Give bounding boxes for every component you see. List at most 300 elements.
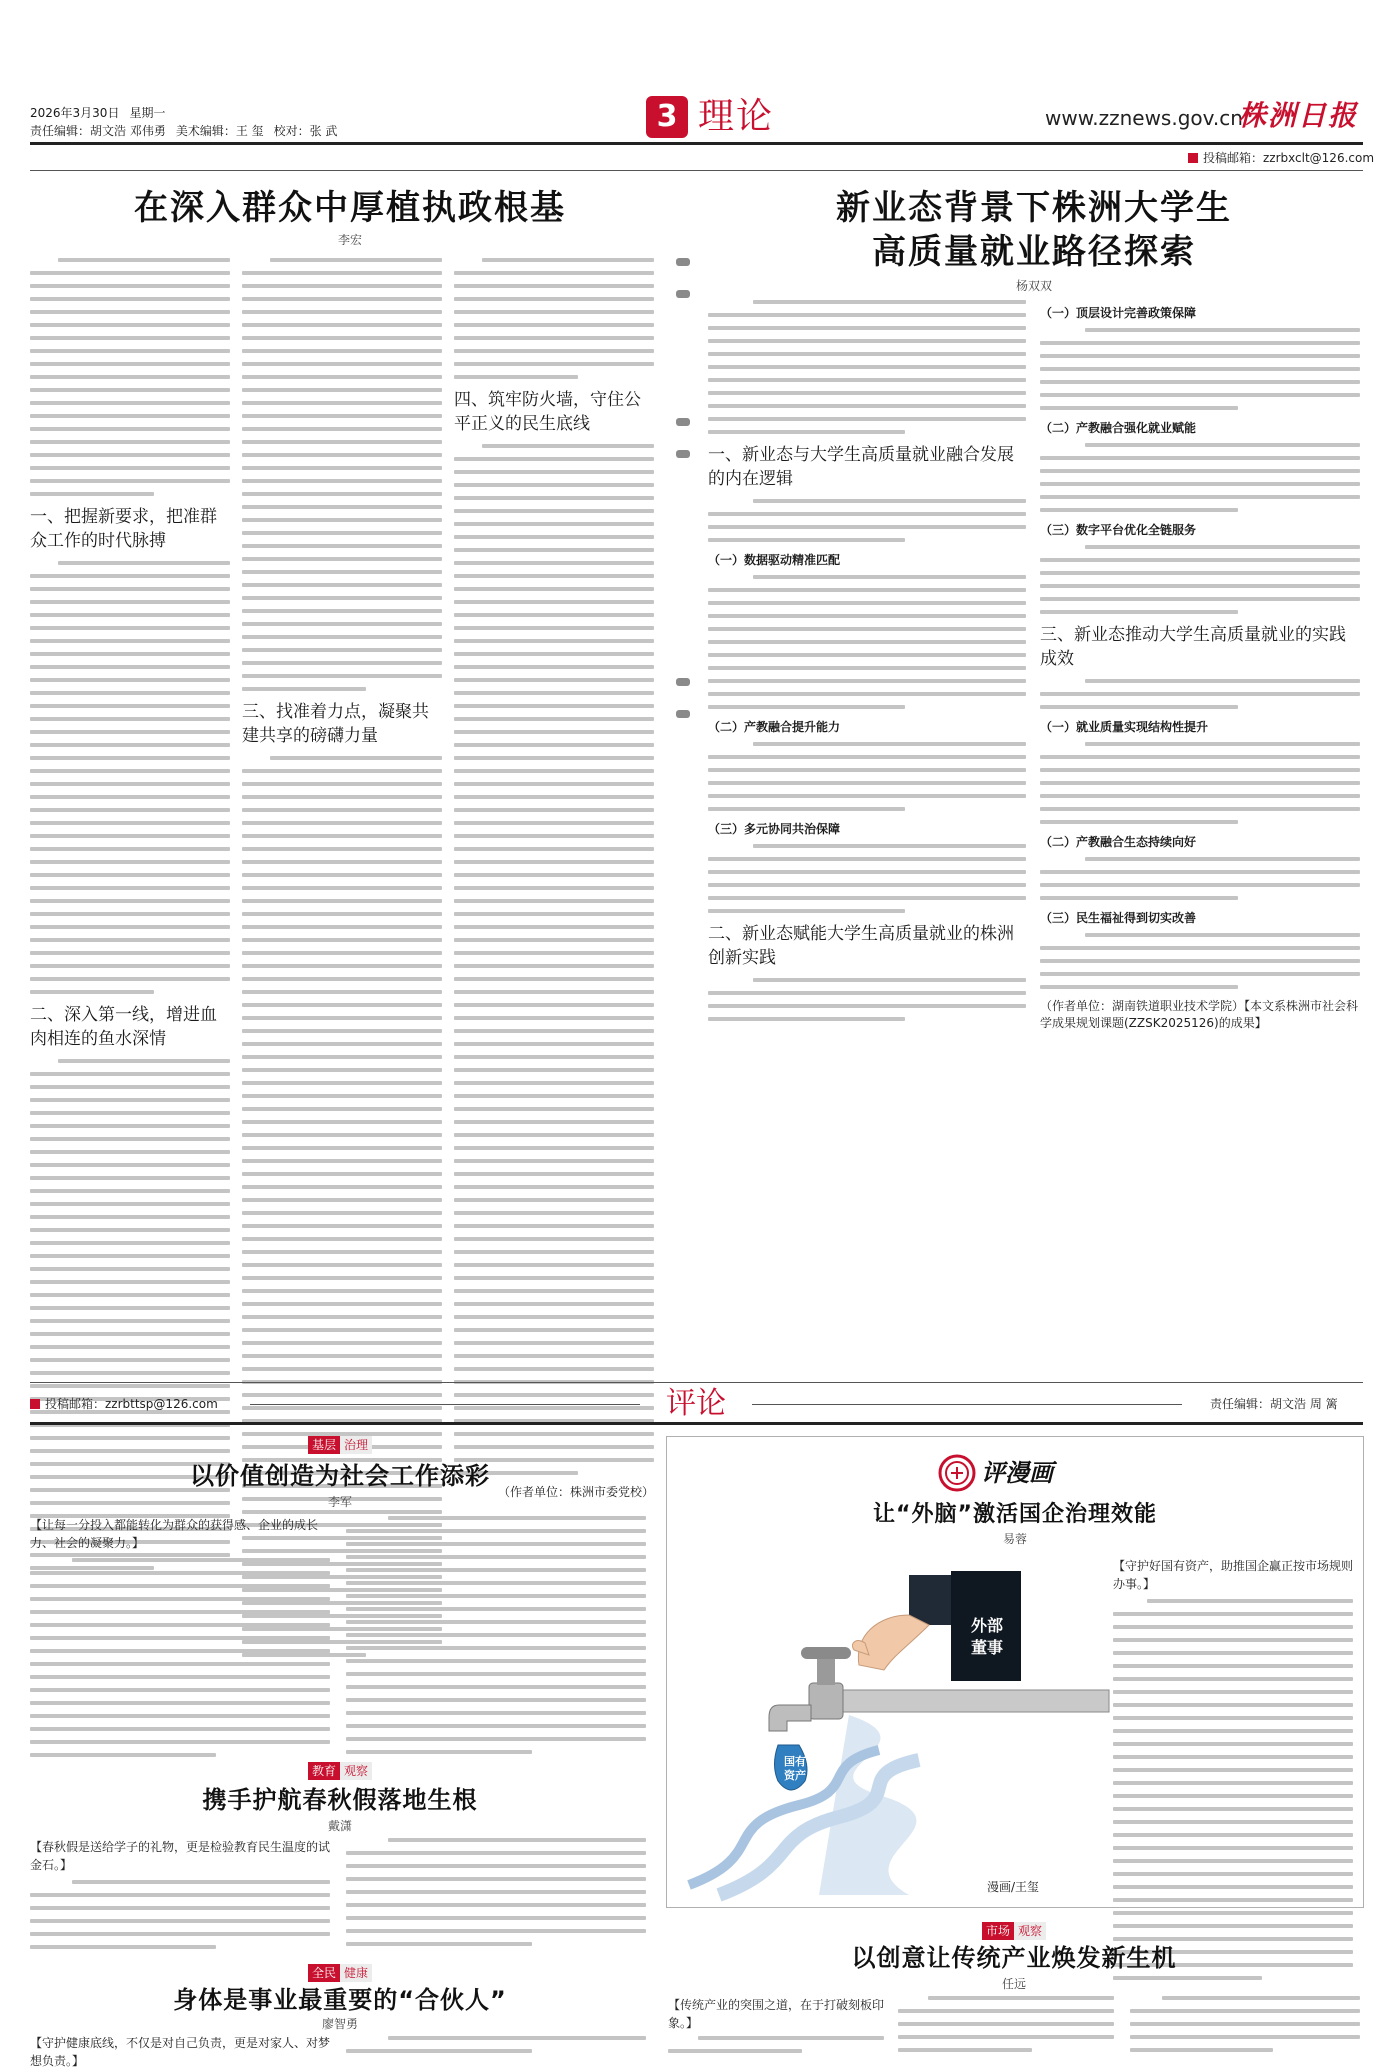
body-text-line [454, 483, 654, 487]
lower-section-rule [30, 1422, 1363, 1425]
body-text-line [30, 479, 230, 483]
body-text-line [753, 978, 1026, 982]
body-text-line [242, 414, 442, 418]
body-text-line [454, 375, 578, 379]
divider-rule-left [250, 1404, 640, 1405]
body-text-line [30, 492, 154, 496]
body-text-line [1085, 545, 1360, 549]
comment3-title[interactable]: 身体是事业最重要的“合伙人” [173, 1986, 507, 2014]
body-text-line [1040, 794, 1360, 798]
body-text-line [454, 951, 654, 955]
body-text-line [30, 1202, 230, 1206]
a2c2-body [1040, 545, 1360, 614]
body-text-line [454, 600, 654, 604]
body-text-line [242, 912, 442, 916]
body-text-line [454, 756, 654, 760]
body-text-line [242, 518, 442, 522]
body-text-line [30, 821, 230, 825]
body-text-line [454, 1172, 654, 1176]
body-text-line [242, 375, 442, 379]
body-text-line [454, 782, 654, 786]
body-text-line [454, 297, 654, 301]
body-text-line [242, 873, 442, 877]
body-text-line [242, 1081, 442, 1085]
body-text-line [30, 1189, 230, 1193]
body-text-line [1040, 469, 1360, 473]
body-text-line [242, 531, 442, 535]
body-text-line [242, 271, 442, 275]
body-text-line [30, 1124, 230, 1128]
body-text-line [346, 1633, 646, 1637]
body-text-line [388, 2036, 646, 2040]
body-text-line [30, 1571, 330, 1575]
body-text-line [1113, 1807, 1353, 1811]
cartoon-text [1113, 1557, 1353, 1897]
body-text-line [454, 548, 654, 552]
body-text-line [708, 896, 1026, 900]
body-text-line [30, 860, 230, 864]
body-text-line [346, 1555, 646, 1559]
body-text-line [1040, 883, 1360, 887]
body-text-line [1040, 367, 1360, 371]
body-text-line [30, 1753, 216, 1757]
body-text-line [454, 1406, 654, 1410]
body-text-line [30, 652, 230, 656]
body-text-line [242, 1133, 442, 1137]
body-text-line [898, 2048, 1032, 2052]
article1-col3 [454, 258, 654, 1499]
body-text-line [454, 574, 654, 578]
body-text-line [454, 639, 654, 643]
mid-email[interactable]: 投稿邮箱：zzrbttsp@126.com [30, 1396, 218, 1412]
body-text-line [454, 1237, 654, 1241]
body-text-line [1085, 443, 1360, 447]
body-text-line [242, 1367, 442, 1371]
comment3-col2 [346, 2036, 646, 2060]
top-email[interactable]: 投稿邮箱：zzrbxclt@126.com [1188, 150, 1374, 166]
body-text-line [242, 834, 442, 838]
page-number-badge: 3 [646, 96, 688, 138]
proofreader-credit: 校对：张 武 [273, 124, 338, 138]
body-text-line [708, 339, 1026, 343]
body-text-line [242, 1068, 442, 1072]
body-text-line [1040, 456, 1360, 460]
body-text-line [242, 401, 442, 405]
body-text-line [242, 1146, 442, 1150]
body-text-line [242, 1263, 442, 1267]
a2c2-body [1040, 679, 1360, 709]
body-text-line [708, 679, 1026, 683]
body-text-line [30, 1662, 330, 1666]
body-text-line [242, 925, 442, 929]
body-text-line [242, 362, 442, 366]
body-text-line [454, 808, 654, 812]
body-text-line [242, 1406, 442, 1410]
comment1-title[interactable]: 以价值创造为社会工作添彩 [190, 1462, 490, 1490]
body-text-line [1113, 1846, 1353, 1850]
body-text-line [242, 1003, 442, 1007]
comment4-title[interactable]: 以创意让传统产业焕发新生机 [851, 1944, 1177, 1972]
body-text-line [388, 1838, 646, 1842]
body-text-line [242, 427, 442, 431]
body-text-line [242, 886, 442, 890]
body-text-line [1113, 1677, 1353, 1681]
a2c1-body [708, 499, 1026, 542]
body-text-line [346, 1942, 532, 1946]
cartoon-sign: 外部 董事 [970, 1616, 1003, 1657]
body-text-line [454, 1042, 654, 1046]
body-text-line [30, 990, 154, 994]
body-text-line [1113, 1820, 1353, 1824]
body-text-line [30, 756, 230, 760]
body-text-line [30, 1319, 230, 1323]
comment3-tag: 全民 健康 [30, 1962, 650, 1982]
body-text-line [242, 1393, 442, 1397]
body-text-line [1113, 1898, 1353, 1902]
body-text-line [1040, 341, 1360, 345]
body-text-line [454, 1029, 654, 1033]
site-url[interactable]: www.zznews.gov.cn [1045, 106, 1243, 130]
body-text-line [242, 596, 442, 600]
article2-col1 [708, 300, 1026, 1370]
body-text-line [454, 886, 654, 890]
cartoon-title[interactable]: 让“外脑”激活国企治理效能 [873, 1502, 1157, 1527]
body-text-line [58, 258, 230, 262]
body-text-line [454, 1159, 654, 1163]
body-text-line [242, 466, 442, 470]
body-text-line [30, 1254, 230, 1258]
body-text-line [242, 1354, 442, 1358]
body-text-line [30, 297, 230, 301]
c2c1-body [30, 1880, 330, 1949]
body-text-line [1040, 571, 1360, 575]
body-text-line [242, 1276, 442, 1280]
body-text-line [242, 1016, 442, 1020]
a2c1-body [708, 575, 1026, 709]
body-text-line [242, 1315, 442, 1319]
body-text-line [1113, 1625, 1353, 1629]
article2-subhead-2b: （二）产教融合强化就业赋能 [1040, 421, 1197, 435]
a2c2-body [1040, 742, 1360, 824]
body-text-line [708, 430, 905, 434]
body-text-line [1040, 705, 1238, 709]
body-text-line [30, 362, 230, 366]
a2c2-body [1040, 328, 1360, 410]
body-text-line [242, 782, 442, 786]
body-text-line [242, 297, 442, 301]
body-text-line [454, 1211, 654, 1215]
body-text-line [30, 873, 230, 877]
body-text-line [454, 284, 654, 288]
issue-weekday: 星期一 [129, 106, 166, 120]
body-text-line [30, 1085, 230, 1089]
body-text-line [242, 977, 442, 981]
body-text-line [30, 704, 230, 708]
body-text-line [30, 626, 230, 630]
body-text-line [454, 743, 654, 747]
article2-subhead-1a: （一）数据驱动精准匹配 [708, 553, 841, 567]
body-text-line [30, 336, 230, 340]
body-text-line [242, 847, 442, 851]
body-text-line [708, 1017, 905, 1021]
body-text-line [30, 1919, 330, 1923]
body-text-line [30, 899, 230, 903]
body-text-line [454, 834, 654, 838]
body-text-line [242, 284, 442, 288]
body-text-line [30, 1150, 230, 1154]
body-text-line [482, 258, 654, 262]
body-text-line [454, 717, 654, 721]
body-text-line [242, 1237, 442, 1241]
divider-rule-right [752, 1404, 1182, 1405]
body-text-line [30, 375, 230, 379]
body-text-line [1040, 972, 1360, 976]
body-text-line [454, 1146, 654, 1150]
binder-clip-icon [676, 678, 690, 686]
body-text-line [1147, 1599, 1353, 1603]
article2-author: 杨双双 [1015, 279, 1052, 293]
body-text-line [242, 349, 442, 353]
body-text-line [30, 1163, 230, 1167]
body-text-line [1040, 896, 1238, 900]
body-text-line [242, 557, 442, 561]
body-text-line [454, 873, 654, 877]
body-text-line [242, 479, 442, 483]
body-text-line [30, 938, 230, 942]
body-text-line [30, 834, 230, 838]
body-text-line [242, 1224, 442, 1228]
body-text-line [30, 886, 230, 890]
article2-title-line2[interactable]: 高质量就业路径探索 [872, 232, 1196, 272]
body-text-line [242, 1107, 442, 1111]
body-text-line [346, 1864, 646, 1868]
body-text-line [1040, 495, 1360, 499]
body-text-line [708, 352, 1026, 356]
body-text-line [454, 1055, 654, 1059]
body-text-line [30, 1137, 230, 1141]
body-text-line [454, 535, 654, 539]
body-text-line [454, 1289, 654, 1293]
body-text-line [708, 365, 1026, 369]
body-text-line [30, 1597, 330, 1601]
body-text-line [346, 1929, 646, 1933]
body-text-line [242, 492, 442, 496]
body-text-line [454, 496, 654, 500]
body-text-line [30, 613, 230, 617]
body-text-line [708, 627, 1026, 631]
body-text-line [30, 977, 230, 981]
body-text-line [1113, 1651, 1353, 1655]
body-text-line [454, 457, 654, 461]
body-text-line [346, 1750, 532, 1754]
body-text-line [454, 977, 654, 981]
body-text-line [30, 639, 230, 643]
email-square-icon [30, 1399, 40, 1409]
body-text-line [30, 271, 230, 275]
body-text-line [242, 1120, 442, 1124]
c3c2-body [346, 2036, 646, 2053]
body-text-line [242, 648, 442, 652]
body-text-line [30, 1371, 230, 1375]
body-text-line [1040, 482, 1360, 486]
body-text-line [1113, 1690, 1353, 1694]
body-text-line [708, 666, 1026, 670]
body-text-line [898, 2009, 1114, 2013]
article2-subhead-1c: （三）多元协同共治保障 [708, 822, 841, 836]
body-text-line [1085, 742, 1360, 746]
body-text-line [30, 1584, 330, 1588]
body-text-line [1040, 985, 1238, 989]
body-text-line [1113, 1885, 1353, 1889]
body-text-line [30, 730, 230, 734]
article2-subhead-3: 三、新业态推动大学生高质量就业的实践成效 [1040, 625, 1346, 669]
body-text-line [1113, 1638, 1353, 1642]
article2-subhead-3b: （二）产教融合生态持续向好 [1040, 835, 1197, 849]
cartoon-lead: 【守护好国有资产，助推国企赢正按市场规则办事。】 [1113, 1559, 1354, 1591]
body-text-line [30, 769, 230, 773]
comment2-title[interactable]: 携手护航春秋假落地生根 [202, 1786, 478, 1814]
body-text-line [1040, 354, 1360, 358]
body-text-line [1113, 1755, 1353, 1759]
body-text-line [1113, 1794, 1353, 1798]
a2c1-body [708, 844, 1026, 913]
body-text-line [1113, 1716, 1353, 1720]
body-text-line [1113, 1859, 1353, 1863]
article1-author: 李宏 [337, 233, 362, 247]
email-square-icon [1188, 153, 1198, 163]
body-text-line [708, 794, 1026, 798]
body-text-line [753, 575, 1026, 579]
cartoon-column-name: 评漫画 [981, 1458, 1053, 1487]
body-text-line [242, 687, 366, 691]
body-text-line [1040, 959, 1360, 963]
body-text-line [454, 769, 654, 773]
body-text-line [30, 1215, 230, 1219]
body-text-line [708, 525, 1026, 529]
cartoon-illustration [679, 1555, 1109, 1900]
body-text-line [30, 401, 230, 405]
body-text-line [454, 1393, 654, 1397]
body-text-line [1040, 755, 1360, 759]
body-text-line [242, 583, 442, 587]
body-text-line [30, 808, 230, 812]
body-text-line [58, 1059, 230, 1063]
article2-subhead-2a: （一）顶层设计完善政策保障 [1040, 306, 1197, 320]
body-text-line [454, 561, 654, 565]
body-text-line [708, 538, 905, 542]
body-text-line [346, 1594, 646, 1598]
body-text-line [242, 674, 442, 678]
article2-title-line1[interactable]: 新业态背景下株洲大学生 [836, 188, 1232, 228]
body-text-line [1113, 1911, 1353, 1915]
body-text-line [454, 652, 654, 656]
body-text-line [898, 2035, 1114, 2039]
body-text-line [1130, 2035, 1360, 2039]
body-text-line [30, 912, 230, 916]
body-text-line [242, 1302, 442, 1306]
body-text-line [242, 1055, 442, 1059]
body-text-line [30, 1293, 230, 1297]
body-text-line [242, 453, 442, 457]
comment4-col2 [898, 1996, 1114, 2060]
body-text-line [454, 1263, 654, 1267]
body-text-line [388, 1516, 646, 1520]
body-text-line [30, 388, 230, 392]
body-text-line [30, 847, 230, 851]
body-text-line [1113, 1703, 1353, 1707]
body-text-line [454, 271, 654, 275]
body-text-line [30, 1740, 330, 1744]
body-text-line [242, 1172, 442, 1176]
comment4-tag: 市场 观察 [666, 1920, 1362, 1940]
comment1-col2 [346, 1516, 646, 1756]
binder-clip-icon [676, 450, 690, 458]
body-text-line [30, 1306, 230, 1310]
article1-title[interactable]: 在深入群众中厚植执政根基 [134, 188, 566, 228]
article2-subhead-2c: （三）数字平台优化全链服务 [1040, 523, 1197, 537]
body-text-line [454, 730, 654, 734]
body-text-line [30, 1623, 330, 1627]
comment2-col1 [30, 1838, 330, 1958]
body-text-line [242, 1185, 442, 1189]
binder-clip-icon [676, 418, 690, 426]
body-text-line [270, 258, 442, 262]
body-text-line [708, 807, 905, 811]
article1-col2 [242, 258, 442, 1370]
body-text-line [1085, 857, 1360, 861]
a2c2-body [1040, 857, 1360, 900]
article1-subhead-1: 一、把握新要求，把准群众工作的时代脉搏 [30, 507, 217, 551]
body-text-line [30, 1688, 330, 1692]
c1c2-body [346, 1516, 646, 1754]
body-text-line [242, 821, 442, 825]
body-text-line [708, 417, 1026, 421]
section2-editor: 责任编辑：胡文浩 周 篱 [1210, 1397, 1338, 1411]
body-text-line [346, 1607, 646, 1611]
body-text-line [708, 768, 1026, 772]
cartoon-drop-label: 国有 资产 [784, 1755, 806, 1782]
comment3-lead: 【守护健康底线，不仅是对自己负责，更是对家人、对梦想负责。】 [30, 2036, 331, 2068]
body-text-line [30, 925, 230, 929]
body-text-line [346, 1724, 646, 1728]
body-text-line [454, 1250, 654, 1254]
comment1-lead: 【让每一分投入都能转化为群众的获得感、企业的成长力、社会的凝聚力。】 [30, 1518, 319, 1550]
comment2-col2 [346, 1838, 646, 1958]
body-text-line [1040, 946, 1360, 950]
body-text-line [30, 1267, 230, 1271]
body-text-line [454, 613, 654, 617]
body-text-line [242, 1250, 442, 1254]
body-text-line [30, 1636, 330, 1640]
body-text-line [30, 1675, 330, 1679]
body-text-line [708, 1004, 1026, 1008]
article1-footer: （作者单位：株洲市委党校） [497, 1485, 654, 1499]
body-text-line [1113, 1768, 1353, 1772]
art-editor-credit: 美术编辑：王 玺 [175, 124, 264, 138]
body-text-line [454, 362, 654, 366]
body-text-line [454, 1133, 654, 1137]
body-text-line [454, 860, 654, 864]
body-text-line [1162, 1996, 1360, 2000]
body-text-line [242, 1029, 442, 1033]
c4c3-body [1130, 1996, 1360, 2052]
body-text-line [753, 742, 1026, 746]
cartoon-author: 易蓉 [1002, 1532, 1027, 1546]
body-text-line [454, 349, 654, 353]
body-text-line [454, 323, 654, 327]
body-text-line [30, 284, 230, 288]
body-text-line [1085, 679, 1360, 683]
